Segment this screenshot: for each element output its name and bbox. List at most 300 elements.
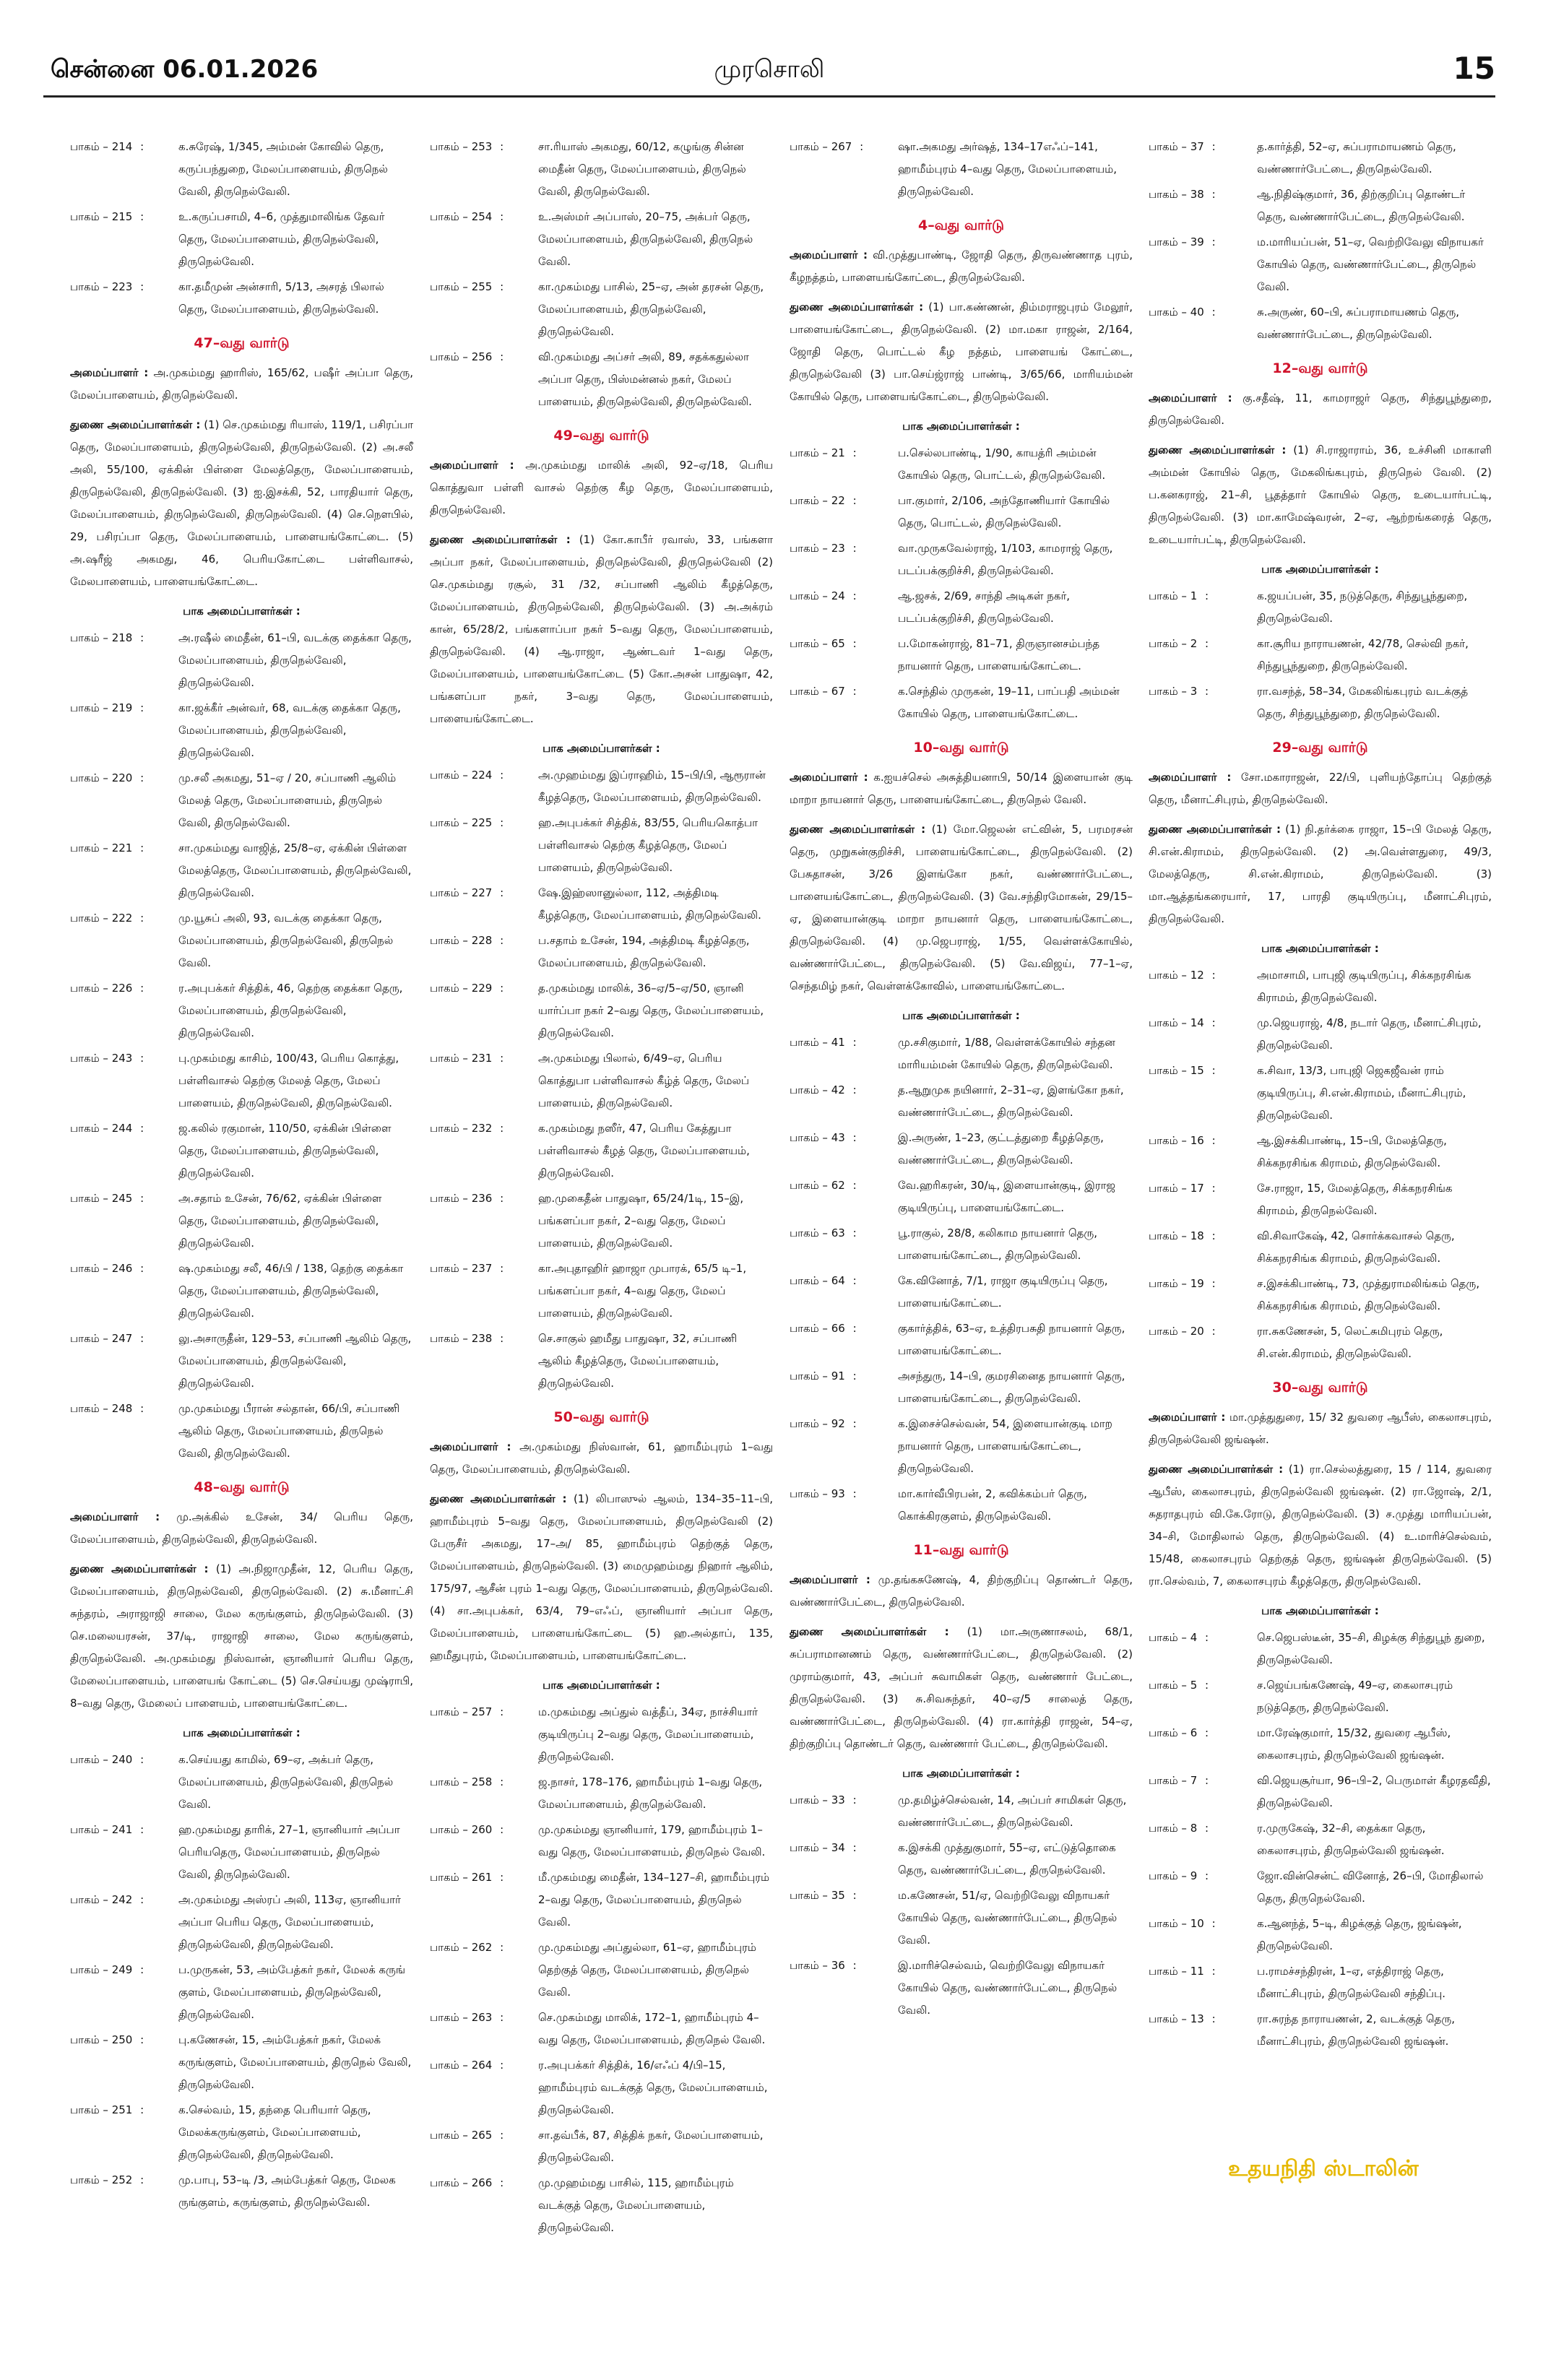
booth-details: த.முகம்மது மாலிக், 36–ஏ/5–ஏ/50, ஞானி யார்ப்பா நகர் 2–வது தெரு, மேலப்பாளையம், திருநெல்வேலி. <box>538 982 764 1039</box>
booth-entry <box>70 767 413 834</box>
booth-details: க.இசக்கி முத்துகுமார், 55–ஏ, எட்டுத்தொகை தெரு, வண்ணார்பேட்டை, திருநெல்வேலி. <box>898 1841 1116 1877</box>
paper-name: முரசொலி <box>714 55 825 84</box>
booth-number: பாகம் – 38 : <box>1149 183 1257 228</box>
organizer-paragraph <box>70 1506 413 1551</box>
booth-number: பாகம் – 255 : <box>430 276 538 343</box>
booth-number: பாகம் – 214 : <box>70 136 178 203</box>
section-subheading: பாக அமைப்பாளர்கள் : <box>1261 1604 1379 1617</box>
booth-details: மு.சசிகுமார், 1/88, வெள்ளக்கோயில் சந்தன மாரியம்மன் கோயில் தெரு, திருநெல்வேலி. <box>898 1036 1115 1071</box>
organizer-details: வி.முத்துபாண்டி, ஜோதி தெரு, திருவண்ணாத புரம், கீழநத்தம், பாளையங்கோட்டை, திருநெல்வேலி. <box>790 248 1133 284</box>
organizer-details: மு.அக்கில் உசேன், 34/ பெரிய தெரு, மேலப்பாளையம், திருநெல்வேலி, திருநெல்வேலி. <box>70 1510 413 1546</box>
booth-number: பாகம் – 6 : <box>1149 1722 1257 1767</box>
booth-number: பாகம் – 227 : <box>430 882 538 927</box>
booth-details: ஆ.இசக்கிபாண்டி, 15–பி, மேலத்தெரு, சிக்கநரசிங்க கிராமம், திருநெல்வேலி. <box>1257 1134 1447 1169</box>
booth-details: அ.சதாம் உசேன், 76/62, ஏக்கின் பிள்ளை தெரு, மேலப்பாளையம், திருநெல்வேலி, திருநெல்வேலி. <box>178 1192 382 1250</box>
section-subheading: பாக அமைப்பாளர்கள் : <box>183 605 301 618</box>
booth-entry <box>430 812 773 879</box>
booth-entry <box>1149 680 1492 725</box>
booth-entry <box>1149 136 1492 181</box>
booth-number: பாகம் – 240 : <box>70 1749 178 1816</box>
section-subheading: பாக அமைப்பாளர்கள் : <box>902 420 1020 433</box>
organizer-paragraph <box>430 1436 773 1481</box>
booth-entry <box>430 346 773 413</box>
ward-heading: 49–வது வார்டு <box>553 428 649 443</box>
organizer-details: அ.முகம்மது நிஸ்வான், 61, ஹாமீம்புரம் 1–வது தெரு, மேலப்பாளையம், திருநெல்வேலி. <box>430 1440 773 1476</box>
ward-heading: 48–வது வார்டு <box>194 1479 290 1495</box>
booth-number: பாகம் – 18 : <box>1149 1225 1257 1270</box>
booth-number: பாகம் – 260 : <box>430 1819 538 1864</box>
booth-number: பாகம் – 9 : <box>1149 1865 1257 1910</box>
booth-details: மீ.முகம்மது மைதீன், 134–127–சி, ஹாமீம்புரம் 2–வது தெரு, மேலப்பாளையம், திருநெல் வேலி. <box>538 1871 770 1929</box>
booth-details: ப.செல்லபாண்டி, 1/90, காயத்ரி அம்மன் கோயில் தெரு, பொட்டல், திருநெல்வேலி. <box>898 446 1106 482</box>
role-label: துணை அமைப்பாளர்கள் : <box>70 418 201 431</box>
booth-details: பு.கணேசன், 15, அம்பேத்கர் நகர், மேலக் கருங்குளம், மேலப்பாளையம், திருநெல் வேலி, திருநெல்வேலி. <box>178 2033 412 2091</box>
booth-number: பாகம் – 39 : <box>1149 231 1257 298</box>
booth-number: பாகம் – 256 : <box>430 346 538 413</box>
organizer-paragraph <box>790 1621 1133 1755</box>
booth-entry <box>1149 585 1492 630</box>
booth-number: பாகம் – 223 : <box>70 276 178 321</box>
booth-entry <box>790 1270 1133 1315</box>
ward-heading: 11–வது வார்டு <box>913 1542 1009 1558</box>
ward-heading: 47–வது வார்டு <box>194 335 290 351</box>
booth-entry <box>430 1701 773 1768</box>
booth-entry <box>1149 1817 1492 1862</box>
role-label: துணை அமைப்பாளர்கள் : <box>1149 823 1281 836</box>
booth-details: ஷ.முகம்மது சலீ, 46/பி / 138, தெற்கு தைக்கா தெரு, மேலப்பாளையம், திருநெல்வேலி, திருநெல்வேலி. <box>178 1262 404 1320</box>
booth-entry <box>790 1483 1133 1528</box>
booth-details: ஹ.முகைதீன் பாதுஷா, 65/24/1டி, 15–இ, பங்களப்பா நகர், 2–வது தெரு, மேலப் பாளையம், திருநெல்வேலி. <box>538 1192 744 1250</box>
booth-number: பாகம் – 257 : <box>430 1701 538 1768</box>
booth-entry <box>1149 1865 1492 1910</box>
role-label: அமைப்பாளர் : <box>70 1510 160 1523</box>
booth-entry <box>1149 1225 1492 1270</box>
booth-number: பாகம் – 237 : <box>430 1258 538 1325</box>
booth-entry <box>790 1031 1133 1076</box>
booth-number: பாகம் – 258 : <box>430 1771 538 1816</box>
booth-entry <box>1149 1320 1492 1365</box>
booth-details: உ.அஸ்மர் அப்பாஸ், 20–75, அக்பர் தெரு, மேலப்பாளையம், திருநெல்வேலி, திருநெல் வேலி. <box>538 210 753 268</box>
section-subheading: பாக அமைப்பாளர்கள் : <box>543 742 660 755</box>
booth-number: பாகம் – 15 : <box>1149 1060 1257 1127</box>
booth-entry <box>1149 1627 1492 1671</box>
booth-number: பாகம் – 62 : <box>790 1174 898 1219</box>
organizer-paragraph <box>790 244 1133 289</box>
booth-details: கா.தமீமுன் அன்சாரி, 5/13, அசரத் பிலால் தெரு, மேலப்பாளையம், திருநெல்வேலி. <box>178 280 384 316</box>
booth-entry <box>430 1117 773 1185</box>
organizer-paragraph <box>70 414 413 593</box>
booth-details: செ.முகம்மது மாலிக், 172–1, ஹாமீம்புரம் 4–வது தெரு, மேலப்பாளையம், திருநெல் வேலி. <box>538 2011 766 2046</box>
booth-entry <box>790 1789 1133 1834</box>
booth-entry <box>430 1328 773 1395</box>
booth-entry <box>430 1819 773 1864</box>
booth-number: பாகம் – 8 : <box>1149 1817 1257 1862</box>
booth-entry <box>1149 2008 1492 2053</box>
booth-number: பாகம் – 64 : <box>790 1270 898 1315</box>
booth-number: பாகம் – 67 : <box>790 680 898 725</box>
booth-entry <box>430 930 773 974</box>
booth-number: பாகம் – 250 : <box>70 2029 178 2096</box>
booth-entry <box>790 680 1133 725</box>
booth-entry <box>1149 1130 1492 1174</box>
booth-details: அசந்துரு, 14–பி, குமரசினைத நாயனார் தெரு, பாளையங்கோட்டை, திருநெல்வேலி. <box>898 1369 1125 1405</box>
organizer-paragraph <box>1149 387 1492 432</box>
column-2 <box>430 136 773 2242</box>
booth-number: பாகம் – 232 : <box>430 1117 538 1185</box>
booth-details: மா.ரேஷ்குமார், 15/32, துவரை ஆபீஸ், கைலாசபுரம், திருநெல்வேலி ஜங்ஷன். <box>1257 1726 1451 1762</box>
booth-entry <box>790 1955 1133 2022</box>
booth-details: ஹ.முகம்மது தாரிக், 27–1, ஞானியார் அப்பா பெரியதெரு, மேலப்பாளையம், திருநெல் வேலி, திருநெல்வேலி. <box>178 1823 400 1881</box>
role-label: துணை அமைப்பாளர்கள் : <box>430 533 571 546</box>
organizer-paragraph <box>1149 766 1492 811</box>
booth-details: ஜ.நாசர், 178–176, ஹாமீம்புரம் 1–வது தெரு, மேலப்பாளையம், திருநெல்வேலி. <box>538 1775 763 1811</box>
booth-entry <box>70 2169 413 2214</box>
booth-details: க.செல்வம், 15, தந்தை பெரியார் தெரு, மேலக்கருங்குளம், மேலப்பாளையம், திருநெல்வேலி, திருநெல்வேலி. <box>178 2103 371 2161</box>
ward-heading: 30–வது வார்டு <box>1272 1380 1368 1395</box>
booth-entry <box>790 633 1133 678</box>
booth-entry <box>790 1365 1133 1410</box>
role-label: அமைப்பாளர் : <box>430 1440 511 1453</box>
ward-heading: 10–வது வார்டு <box>913 740 1009 756</box>
organizer-paragraph <box>790 296 1133 408</box>
booth-details: இ.அருண், 1–23, குட்டத்துறை கீழத்தெரு, வண்ணார்பேட்டை, திருநெல்வேலி. <box>898 1131 1104 1167</box>
booth-details: மு.பாபு, 53–டி /3, அம்பேத்கர் தெரு, மேலக ருங்குளம், கருங்குளம், திருநெல்வேலி. <box>178 2173 396 2209</box>
role-label: துணை அமைப்பாளர்கள் : <box>1149 1463 1284 1476</box>
organizer-details: அ.முகம்மது ஹாரிஸ், 165/62, பஷீர் அப்பா தெரு, மேலப்பாளையம், திருநெல்வேலி. <box>70 366 413 402</box>
booth-number: பாகம் – 1 : <box>1149 585 1257 630</box>
booth-details: வா.முருகவேல்ராஜ், 1/103, காமராஜ் தெரு, படப்பக்குறிச்சி, திருநெல்வேலி. <box>898 542 1113 577</box>
booth-entry <box>430 1258 773 1325</box>
role-label: துணை அமைப்பாளர்கள் : <box>790 1625 949 1638</box>
booth-details: க.ஆனந்த், 5–டி, கிழக்குத் தெரு, ஜங்ஷன், திருநெல்வேலி. <box>1257 1917 1462 1952</box>
booth-entry <box>70 1187 413 1255</box>
booth-number: பாகம் – 19 : <box>1149 1273 1257 1317</box>
booth-details: பூ.ராகுல், 28/8, கலிகாம நாயனார் தெரு, பாளையங்கோட்டை, திருநெல்வேலி. <box>898 1226 1098 1262</box>
booth-entry <box>790 442 1133 487</box>
booth-entry <box>70 1258 413 1325</box>
booth-details: மு.முகம்மது அப்துல்லா, 61–ஏ, ஹாமீம்புரம் தெற்குத் தெரு, மேலப்பாளையம், திருநெல் வேலி. <box>538 1941 756 1999</box>
booth-details: மு.சலீ அகமது, 51–ஏ / 20, சப்பாணி ஆலிம் மேலத் தெரு, மேலப்பாளையம், திருநெல் வேலி, திருநெல்வேலி. <box>178 771 397 829</box>
organizer-details: (1) கோ.காபீர் ரவாஸ், 33, பங்களா அப்பா நகர், மேலப்பாளையம், திருநெல்வேலி, திருநெல்வேலி (2) செ.முகம்மது ரசூல், 31 /32, சப்பாணி ஆலிம் கீழத்தெரு, மேலப்பாளையம், திருநெல்வேலி, திருநெல்வேலி. (3) அ.அக்ரம் கான், 65/28/2, பங்களாப்பா நகர் 5–வது தெரு, மேலப்பாளையம், திருநெல்வேலி. (4) ஆ.ராஜா, ஆண்டவர் 1–வது தெரு, மேலப்பாளையம், பாளையங்கோட்டை (5) கோ.அசன் பாதுஷா, 42, பங்களப்பா நகர், 3–வது தெரு, மேலப்பாளையம், பாளையங்கோட்டை. <box>430 533 773 725</box>
booth-details: மு.முகம்மது ஞானியார், 179, ஹாமீம்புரம் 1–வது தெரு, மேலப்பாளையம், திருநெல் வேலி. <box>538 1823 766 1858</box>
booth-entry <box>1149 183 1492 228</box>
organizer-paragraph <box>430 454 773 522</box>
booth-details: ப.ராமச்சந்திரன், 1–ஏ, எத்திராஜ் தெரு, மீனாட்சிபுரம், திருநெல்வேலி சந்திப்பு. <box>1257 1965 1446 2000</box>
section-subheading: பாக அமைப்பாளர்கள் : <box>1261 942 1379 955</box>
booth-entry <box>70 136 413 203</box>
booth-number: பாகம் – 3 : <box>1149 680 1257 725</box>
ward-heading: 29–வது வார்டு <box>1272 740 1368 756</box>
booth-details: கா.ஜக்கீர் அன்வர், 68, வடக்கு தைக்கா தெரு, மேலப்பாளையம், திருநெல்வேலி, திருநெல்வேலி. <box>178 701 401 759</box>
booth-entry <box>1149 1060 1492 1127</box>
booth-entry <box>790 1317 1133 1362</box>
booth-details: ம.முகம்மது அப்துல் வத்தீப், 34ஏ, நாச்சியார் குடியிருப்பு 2–வது தெரு, மேலப்பாளையம், திருநெல்வேலி. <box>538 1705 758 1763</box>
booth-details: சா.தவ்பீக், 87, சித்திக் நகர், மேலப்பாளையம், திருநெல்வேலி. <box>538 2129 764 2164</box>
edition-date: சென்னை 06.01.2026 <box>51 55 319 84</box>
booth-details: பா.குமார், 2/106, அந்தோணியார் கோயில் தெரு, பொட்டல், திருநெல்வேலி. <box>898 494 1110 529</box>
booth-number: பாகம் – 92 : <box>790 1413 898 1480</box>
booth-number: பாகம் – 93 : <box>790 1483 898 1528</box>
section-subheading: பாக அமைப்பாளர்கள் : <box>543 1679 660 1692</box>
booth-entry <box>70 206 413 273</box>
booth-number: பாகம் – 248 : <box>70 1398 178 1465</box>
booth-entry <box>1149 231 1492 298</box>
booth-entry <box>1149 1177 1492 1222</box>
booth-number: பாகம் – 7 : <box>1149 1770 1257 1814</box>
booth-details: சே.ராஜா, 15, மேலத்தெரு, சிக்கநரசிங்க கிராமம், திருநெல்வேலி. <box>1257 1182 1453 1217</box>
booth-number: பாகம் – 261 : <box>430 1866 538 1934</box>
booth-details: க.செய்யது காமில், 69–ஏ, அக்பர் தெரு, மேலப்பாளையம், திருநெல்வேலி, திருநெல் வேலி. <box>178 1753 394 1811</box>
organizer-paragraph <box>1149 1406 1492 1451</box>
section-subheading: பாக அமைப்பாளர்கள் : <box>902 1009 1020 1022</box>
role-label: அமைப்பாளர் : <box>70 366 149 379</box>
booth-entry <box>790 1127 1133 1172</box>
booth-details: கா.அபுதாஹிர் ஹாஜா முபாரக், 65/5 டி–1, பங்களப்பா நகர், 4–வது தெரு, மேலப் பாளையம், திருநெல்வேலி. <box>538 1262 747 1320</box>
booth-number: பாகம் – 264 : <box>430 2054 538 2121</box>
booth-details: மு.முகம்மது பீரான் சல்தான், 66/பி, சப்பாணி ஆலிம் தெரு, மேலப்பாளையம், திருநெல் வேலி, திருநெல்வேலி. <box>178 1402 400 1460</box>
booth-details: மா.கார்வீபிரபன், 2, கவிக்கம்பர் தெரு, கொக்கிரகுளம், திருநெல்வேலி. <box>898 1487 1087 1523</box>
booth-details: செ.சாகுல் ஹமீது பாதுஷா, 32, சப்பாணி ஆலிம் கீழத்தெரு, மேலப்பாளையம், திருநெல்வேலி. <box>538 1332 738 1390</box>
booth-entry <box>790 490 1133 535</box>
booth-entry <box>70 627 413 694</box>
booth-number: பாகம் – 41 : <box>790 1031 898 1076</box>
booth-entry <box>70 907 413 974</box>
organizer-paragraph <box>70 1558 413 1715</box>
organizer-paragraph <box>1149 439 1492 551</box>
booth-number: பாகம் – 219 : <box>70 697 178 764</box>
booth-entry <box>70 837 413 904</box>
booth-number: பாகம் – 254 : <box>430 206 538 273</box>
booth-entry <box>70 1328 413 1395</box>
booth-number: பாகம் – 11 : <box>1149 1960 1257 2005</box>
booth-entry <box>70 1889 413 1956</box>
booth-number: பாகம் – 215 : <box>70 206 178 273</box>
booth-details: வி.முகம்மது அப்சர் அலி, 89, சதக்கதுல்லா அப்பா தெரு, பிஸ்மன்னல் நகர், மேலப் பாளையம், திருநெல்வேலி, திருநெல்வேலி. <box>538 350 752 408</box>
ward-heading: 4–வது வார்டு <box>918 217 1004 233</box>
booth-details: ப.சதாம் உசேன், 194, அத்திமடி கீழத்தெரு, மேலப்பாளையம், திருநெல்வேலி. <box>538 934 750 969</box>
booth-number: பாகம் – 33 : <box>790 1789 898 1834</box>
ward-heading: 50–வது வார்டு <box>553 1409 649 1425</box>
booth-number: பாகம் – 21 : <box>790 442 898 487</box>
organizer-paragraph <box>790 1569 1133 1614</box>
booth-details: மு.ஜெயராஜ், 4/8, நடார் தெரு, மீனாட்சிபுரம், திருநெல்வேலி. <box>1257 1016 1482 1052</box>
booth-details: க.செந்தில் முருகன், 19–11, பாப்பதி அம்மன் கோயில் தெரு, பாளையங்கோட்டை. <box>898 685 1120 720</box>
booth-entry <box>70 1819 413 1886</box>
organizer-paragraph <box>790 766 1133 811</box>
booth-number: பாகம் – 265 : <box>430 2124 538 2169</box>
booth-details: மு.யூசுப் அலி, 93, வடக்கு தைக்கா தெரு, மேலப்பாளையம், திருநெல்வேலி, திருநெல் வேலி. <box>178 912 394 969</box>
booth-entry <box>1149 1770 1492 1814</box>
booth-details: அமாசாமி, பாபுஜி குடியிருப்பு, சிக்கநரசிங்க கிராமம், திருநெல்வேலி. <box>1257 969 1471 1004</box>
organizer-details: மா.முத்துதுரை, 15/ 32 துவரை ஆபீஸ், கைலாசபுரம், திருநெல்வேலி ஜங்ஷன். <box>1149 1411 1492 1446</box>
booth-number: பாகம் – 262 : <box>430 1937 538 2004</box>
booth-number: பாகம் – 263 : <box>430 2007 538 2051</box>
booth-entry <box>70 1749 413 1816</box>
booth-entry <box>70 2099 413 2166</box>
booth-details: க.சிவா, 13/3, பாபுஜி ஜெகஜீவன் ராம் குடியிருப்பு, சி.என்.கிராமம், மீனாட்சிபுரம், திருநெல்வேலி. <box>1257 1064 1466 1122</box>
booth-number: பாகம் – 266 : <box>430 2172 538 2239</box>
booth-details: க.ஜயப்பன், 35, நடுத்தெரு, சிந்துபூந்துறை, திருநெல்வேலி. <box>1257 589 1468 625</box>
booth-entry <box>790 1174 1133 1219</box>
booth-entry <box>70 1117 413 1185</box>
booth-entry <box>430 2007 773 2051</box>
organizer-details: கு.சதீஷ், 11, காமராஜர் தெரு, சிந்துபூந்துறை, திருநெல்வேலி. <box>1149 391 1492 427</box>
booth-entry <box>430 136 773 203</box>
role-label: அமைப்பாளர் : <box>1149 1411 1226 1424</box>
signature: உதயநிதி ஸ்டாலின் <box>1228 2156 1419 2181</box>
column-1 <box>70 136 413 2217</box>
booth-details: குகார்த்திக், 63–ஏ, உத்திரபசுதி நாயனார் தெரு, பாளையங்கோட்டை. <box>898 1322 1125 1357</box>
booth-details: ஜோ.வின்சென்ட் வினோத், 26–பி, மோதிலால் தெரு, திருநெல்வேலி. <box>1257 1869 1484 1905</box>
booth-entry <box>1149 1722 1492 1767</box>
booth-number: பாகம் – 236 : <box>430 1187 538 1255</box>
booth-details: இ.மாரிச்செல்வம், வெற்றிவேலு விநாயகர் கோயில் தெரு, வண்ணார்பேட்டை, திருநெல் வேலி. <box>898 1959 1118 2017</box>
booth-number: பாகம் – 253 : <box>430 136 538 203</box>
booth-number: பாகம் – 65 : <box>790 633 898 678</box>
booth-number: பாகம் – 245 : <box>70 1187 178 1255</box>
booth-details: லு.அசாருதீன், 129–53, சப்பாணி ஆலிம் தெரு, மேலப்பாளையம், திருநெல்வேலி, திருநெல்வேலி. <box>178 1332 412 1390</box>
booth-details: சா.ரியாஸ் அகமது, 60/12, கழுங்கு சின்ன மைதீன் தெரு, மேலப்பாளையம், திருநெல் வேலி, திருநெல்வேலி. <box>538 140 746 198</box>
booth-entry <box>430 2054 773 2121</box>
booth-number: பாகம் – 251 : <box>70 2099 178 2166</box>
organizer-paragraph <box>430 1488 773 1667</box>
booth-entry <box>430 2124 773 2169</box>
booth-number: பாகம் – 5 : <box>1149 1674 1257 1719</box>
organizer-paragraph <box>1149 1458 1492 1593</box>
booth-details: ஷா.அகமது அர்ஷத், 134–17எஃப்–141, ஹாமீம்புரம் 4–வது தெரு, மேலப்பாளையம், திருநெல்வேலி. <box>898 140 1117 198</box>
booth-number: பாகம் – 225 : <box>430 812 538 879</box>
booth-number: பாகம் – 24 : <box>790 585 898 630</box>
booth-number: பாகம் – 36 : <box>790 1955 898 2022</box>
booth-entry <box>430 1866 773 1934</box>
section-subheading: பாக அமைப்பாளர்கள் : <box>1261 563 1379 576</box>
booth-entry <box>430 977 773 1044</box>
booth-number: பாகம் – 4 : <box>1149 1627 1257 1671</box>
organizer-paragraph <box>70 362 413 407</box>
booth-details: ரா.சுகணேசன், 5, லெட்சுமிபுரம் தெரு, சி.என்.கிராமம், திருநெல்வேலி. <box>1257 1325 1443 1360</box>
booth-number: பாகம் – 14 : <box>1149 1012 1257 1057</box>
booth-details: க.இசைச்செல்வன், 54, இளையான்குடி மாற நாயனார் தெரு, பாளையங்கோட்டை, திருநெல்வேலி. <box>898 1417 1112 1475</box>
organizer-paragraph <box>1149 818 1492 930</box>
booth-number: பாகம் – 23 : <box>790 537 898 582</box>
booth-details: கே.வினோத், 7/1, ராஜா குடியிருப்பு தெரு, பாளையங்கோட்டை. <box>898 1274 1108 1310</box>
booth-details: ரா.வசந்த், 58–34, மேகலிங்கபுரம் வடக்குத் தெரு, சிந்துபூந்துறை, திருநெல்வேலி. <box>1257 685 1469 720</box>
booth-number: பாகம் – 91 : <box>790 1365 898 1410</box>
booth-details: ரா.சுரந்த நாராயணன், 2, வடக்குத் தெரு, மீனாட்சிபுரம், திருநெல்வேலி ஜங்ஷன். <box>1257 2012 1455 2048</box>
booth-number: பாகம் – 63 : <box>790 1222 898 1267</box>
booth-details: ஹ.அபுபக்கர் சித்திக், 83/55, பெரியகொத்பா பள்ளிவாசல் தெற்கு கீழத்தெரு, மேலப் பாளையம், திருநெல்வேலி. <box>538 816 758 874</box>
booth-entry <box>430 206 773 273</box>
booth-details: ர.அபுபக்கர் சித்திக், 46, தெற்கு தைக்கா தெரு, மேலப்பாளையம், திருநெல்வேலி, திருநெல்வேலி. <box>178 982 403 1039</box>
organizer-paragraph <box>430 529 773 730</box>
booth-number: பாகம் – 222 : <box>70 907 178 974</box>
organizer-details: (1) அ.நிஜாமுதீன், 12, பெரிய தெரு, மேலப்பாளையம், திருநெல்வேலி, திருநெல்வேலி. (2) சு.மீனாட்சி சுந்தரம், அராஜாஜி சாலை, மேல கருங்குளம், திருநெல்வேலி. (3) செ.மலையரசன், 37/டி, ராஜாஜி சாலை, மேல கருங்குளம், திருநெல்வேலி. அ.முகம்மது நிஸ்வான், ஞானியார் பெரிய தெரு, மேலைப்பாளையம், பாளையங் கோட்டை (5) செ.செய்யது முஷ்ராபி, 8–வது தெரு, மேலைப் பாளையம், பாளையங்கோட்டை. <box>70 1562 413 1710</box>
booth-details: ச.இசக்கிபாண்டி, 73, முத்துராமலிங்கம் தெரு, சிக்கநரசிங்க கிராமம், திருநெல்வேலி. <box>1257 1277 1480 1312</box>
booth-entry <box>70 1047 413 1115</box>
booth-number: பாகம் – 40 : <box>1149 301 1257 346</box>
booth-number: பாகம் – 20 : <box>1149 1320 1257 1365</box>
booth-details: உ.கருப்பசாமி, 4–6, முத்துமாலிங்க தேவர் தெரு, மேலப்பாளையம், திருநெல்வேலி, திருநெல்வேலி. <box>178 210 385 268</box>
booth-number: பாகம் – 221 : <box>70 837 178 904</box>
booth-entry <box>430 1047 773 1115</box>
organizer-details: (1) சி.ராஜாராம், 36, உச்சினி மாகாளி அம்மன் கோயில் தெரு, மேகலிங்கபுரம், திருநெல் வேலி. (2) ப.கனகராஜ், 21–சி, பூதத்தார் கோயில் தெரு, உடையார்பட்டி, திருநெல்வேலி. (3) மா.காமேஷ்வரன், 2–ஏ, ஆற்றங்கரைத் தெரு, உடையார்பட்டி, திருநெல்வேலி. <box>1149 443 1492 546</box>
booth-details: க.முகம்மது நஸீர், 47, பெரிய கேத்துபா பள்ளிவாசல் கீழத் தெரு, மேலப்பாளையம், திருநெல்வேலி. <box>538 1122 750 1180</box>
column-4 <box>1149 136 1492 2056</box>
organizer-details: அ.முகம்மது மாலிக் அலி, 92–ஏ/18, பெரிய கொத்துவா பள்ளி வாசல் தெற்கு கீழ தெரு, மேலப்பாளையம், திருநெல்வேலி. <box>430 459 773 516</box>
booth-number: பாகம் – 22 : <box>790 490 898 535</box>
role-label: துணை அமைப்பாளர்கள் : <box>1149 443 1287 456</box>
booth-number: பாகம் – 249 : <box>70 1959 178 2026</box>
role-label: அமைப்பாளர் : <box>790 248 868 261</box>
booth-details: வி.சிவாகேஷ், 42, சொர்க்கவாசல் தெரு, சிக்கநரசிங்க கிராமம், திருநெல்வேலி. <box>1257 1229 1455 1265</box>
booth-entry <box>70 977 413 1044</box>
booth-entry <box>430 1771 773 1816</box>
role-label: அமைப்பாளர் : <box>790 771 868 784</box>
organizer-details: சோ.மகாராஜன், 22/பி, புளியந்தோப்பு தெற்குத் தெரு, மீனாட்சிபுரம், திருநெல்வேலி. <box>1149 771 1492 806</box>
organizer-details: (1) பா.கண்ணன், திம்மராஜபுரம் மேலூர், பாளையங்கோட்டை, திருநெல்வேலி. (2) மா.மகா ராஜன், 2/164, ஜோதி தெரு, பொட்டல் கீழ நத்தம், பாளையங் கோட்டை, திருநெல்வேலி (3) பா.செய்ஜ்ராஜ் பாண்டி, 3/65/66, மாரியம்மன் கோயில் தெரு, பாளையங்கோட்டை, திருநெல்வேலி. <box>790 300 1133 403</box>
section-subheading: பாக அமைப்பாளர்கள் : <box>183 1726 301 1739</box>
booth-details: வே.ஹரிகரன், 30/டி, இளையான்குடி, இராஜ குடியிருப்பு, பாளையங்கோட்டை. <box>898 1179 1115 1214</box>
booth-entry <box>1149 1913 1492 1957</box>
booth-details: ஜ.கலில் ரகுமான், 110/50, ஏக்கின் பிள்ளை தெரு, மேலப்பாளையம், திருநெல்வேலி, திருநெல்வேலி. <box>178 1122 392 1180</box>
role-label: துணை அமைப்பாளர்கள் : <box>70 1562 209 1575</box>
booth-details: க.சுரேஷ், 1/345, அம்மன் கோவில் தெரு, கருப்பந்துறை, மேலப்பாளையம், திருநெல் வேலி, திருநெல்வேலி. <box>178 140 388 198</box>
booth-details: ம.கணேசன், 51/ஏ, வெற்றிவேலு விநாயகர் கோயில் தெரு, வண்ணார்பேட்டை, திருநெல் வேலி. <box>898 1889 1118 1947</box>
booth-number: பாகம் – 228 : <box>430 930 538 974</box>
page-number: 15 <box>1453 51 1495 86</box>
role-label: துணை அமைப்பாளர்கள் : <box>790 300 924 313</box>
organizer-details: (1) மோ.ஜெலன் எட்வின், 5, பரமரசன் தெரு, முறுகன்குறிச்சி, பாளையங்கோட்டை, திருநெல்வேலி. (2) பேசுதாசன், 3/26 இளங்கோ நகர், வண்ணார்பேட்டை, பாளையங்கோட்டை, திருநெல்வேலி. (3) வே.சந்திரமோகன், 29/15–ஏ, இளையான்குடி மாறா நாயனார் தெரு, பாளையங்கோட்டை, திருநெல்வேலி. (4) மு.ஜெபராஜ், 1/55, வெள்ளக்கோயில், வண்ணார்பேட்டை, திருநெல்வேலி. (5) வே.விஜய், 77–1–ஏ, செந்தமிழ் நகர், வெள்ளக்கோவில், பாளையங்கோட்டை. <box>790 823 1133 992</box>
booth-entry <box>70 697 413 764</box>
booth-number: பாகம் – 42 : <box>790 1079 898 1124</box>
role-label: அமைப்பாளர் : <box>430 459 514 472</box>
booth-entry <box>1149 633 1492 678</box>
booth-number: பாகம் – 16 : <box>1149 1130 1257 1174</box>
booth-entry <box>430 882 773 927</box>
booth-details: அ.ரஷீல் மைதீன், 61–பி, வடக்கு தைக்கா தெரு, மேலப்பாளையம், திருநெல்வேலி, திருநெல்வேலி. <box>178 631 412 689</box>
booth-number: பாகம் – 252 : <box>70 2169 178 2214</box>
booth-entry <box>70 1959 413 2026</box>
booth-number: பாகம் – 35 : <box>790 1884 898 1952</box>
booth-entry <box>430 1937 773 2004</box>
booth-entry <box>70 276 413 321</box>
booth-number: பாகம் – 43 : <box>790 1127 898 1172</box>
booth-details: ஷே.இஹ்ஸானுல்லா, 112, அத்திமடி கீழத்தெரு, மேலப்பாளையம், திருநெல்வேலி. <box>538 886 761 922</box>
organizer-details: (1) லிபாஸுல் ஆலம், 134–35–11–பி, ஹாமீம்புரம் 5–வது தெரு, மேலப்பாளையம், திருநெல்வேலி (2) பேருசீர் அகமது, 17–அ/ 85, ஹாமீம்புரம் தெற்குத் தெரு, மேலப்பாளையம், திருநெல்வேலி. (3) மைமுஹம்மது நிஹார் ஆலிம், 175/97, ஆசீன் புரம் 1–வது தெரு, மேலப்பாளையம், திருநெல்வேலி. (4) சா.அபுபக்கர், 63/4, 79–எஃப், ஞானியார் அப்பா தெரு, மேலப்பாளையம், பாளையங்கோட்டை (5) ஹ.அல்தாப், 135, ஹமீதுபுரம், மேலப்பாளையம், பாளையங்கோட்டை. <box>430 1492 773 1662</box>
booth-entry <box>1149 1674 1492 1719</box>
booth-entry <box>790 136 1133 203</box>
organizer-details: (1) நி.தர்க்கை ராஜா, 15–பி மேலத் தெரு, சி.என்.கிராமம், திருநெல்வேலி. (2) அ.வெள்ளதுரை, 49/3, மேலத்தெரு, சி.என்.கிராமம், திருநெல்வேலி. (3) மா.ஆத்தங்கரையார், 17, பாரதி குடியிருப்பு, மீனாட்சிபுரம், திருநெல்வேலி. <box>1149 823 1492 925</box>
booth-details: மு.முஹம்மது பாசில், 115, ஹாமீம்புரம் வடக்குத் தெரு, மேலப்பாளையம், திருநெல்வேலி. <box>538 2176 734 2234</box>
booth-entry <box>1149 301 1492 346</box>
booth-number: பாகம் – 12 : <box>1149 964 1257 1009</box>
booth-details: சா.முகம்மது வாஜித், 25/8–ஏ, ஏக்கின் பிள்ளை மேலத்தெரு, மேலப்பாளையம், திருநெல்வேலி, திருநெல்வேலி. <box>178 841 412 899</box>
booth-number: பாகம் – 242 : <box>70 1889 178 1956</box>
booth-number: பாகம் – 2 : <box>1149 633 1257 678</box>
booth-entry <box>430 764 773 809</box>
booth-entry <box>70 2029 413 2096</box>
booth-details: ச.ஜெய்பங்கணேஷ், 49–ஏ, கைலாசபுரம் நடுத்தெரு, திருநெல்வேலி. <box>1257 1679 1453 1714</box>
booth-entry <box>790 537 1133 582</box>
booth-entry <box>790 1222 1133 1267</box>
booth-number: பாகம் – 10 : <box>1149 1913 1257 1957</box>
ward-heading: 12–வது வார்டு <box>1272 360 1368 376</box>
section-subheading: பாக அமைப்பாளர்கள் : <box>902 1767 1020 1780</box>
role-label: துணை அமைப்பாளர்கள் : <box>790 823 926 836</box>
booth-number: பாகம் – 37 : <box>1149 136 1257 181</box>
booth-entry <box>70 1398 413 1465</box>
booth-number: பாகம் – 244 : <box>70 1117 178 1185</box>
